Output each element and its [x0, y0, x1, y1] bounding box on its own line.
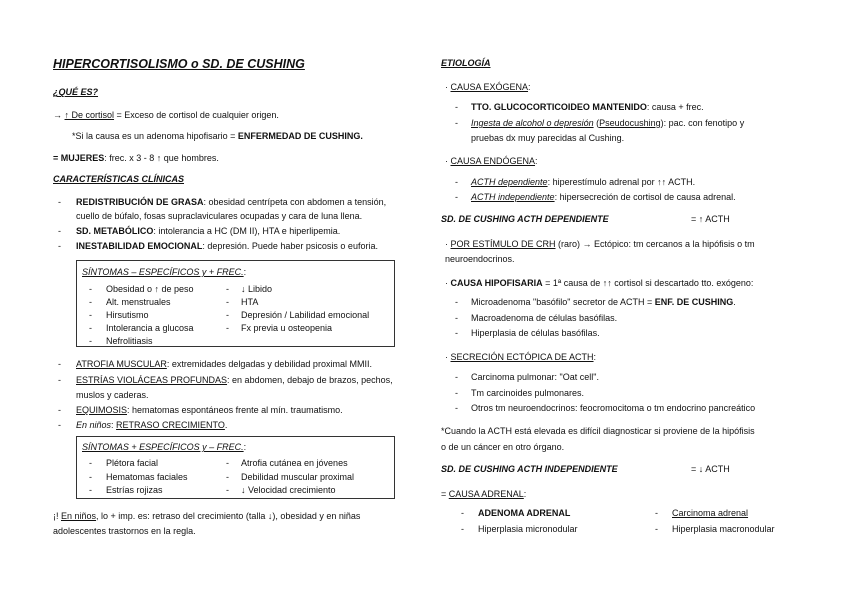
- adenoma-note-text: *Si la causa es un adenoma hipofisario =: [72, 131, 238, 141]
- crh-line: [445, 239, 755, 250]
- box1-item: ↓ Libido: [241, 284, 273, 294]
- sd-indep-heading: SD. DE CUSHING ACTH INDEPENDIENTE: [441, 464, 618, 474]
- box2-item: ↓ Velocidad crecimiento: [241, 485, 336, 495]
- box1-item: Nefrolitiasis: [106, 336, 153, 346]
- clinicas-heading: CARACTERÍSTICAS CLÍNICAS: [53, 174, 185, 184]
- footer-term: En niños: [61, 511, 97, 521]
- que-es-term: ↑ De cortisol: [64, 110, 115, 120]
- sintomas-frecuentes-box: [76, 260, 395, 347]
- dash: -: [226, 323, 229, 333]
- box1-item: Alt. menstruales: [106, 297, 171, 307]
- crh-term: POR ESTÍMULO DE CRH: [450, 239, 556, 249]
- dash: -: [226, 485, 229, 495]
- ectopica-item: Otros tm neuroendocrinos: feocromocitoma o tm endocrino pancreático: [471, 403, 756, 413]
- dash: -: [226, 284, 229, 294]
- ingesta-line: [471, 118, 744, 129]
- dash: -: [455, 328, 458, 338]
- arrow-icon: →: [53, 110, 65, 120]
- box1-item: Intolerancia a glucosa: [106, 323, 194, 333]
- dash: -: [461, 524, 464, 534]
- que-es-line: [53, 110, 279, 121]
- crh-line-2: neuroendocrinos.: [445, 254, 515, 264]
- mujeres-bold: = MUJERES: [53, 153, 105, 163]
- box1-title: SÍNTOMAS – ESPECÍFICOS y + FREC.: [82, 267, 244, 277]
- metabolico-bold: SD. METABÓLICO: [76, 226, 154, 236]
- dash: -: [455, 118, 458, 128]
- redistribucion-text: : obesidad centrípeta con abdomen a tensión,: [203, 197, 387, 207]
- ingesta-italic: Ingesta de alcohol o depresión: [471, 118, 594, 128]
- sd-dep-value: = ↑ ACTH: [691, 214, 730, 224]
- carcinoma-adrenal: Carcinoma adrenal: [672, 508, 749, 518]
- sd-indep-value: = ↓ ACTH: [691, 464, 730, 474]
- endogena-heading: CAUSA ENDÓGENA: [450, 156, 536, 166]
- acth-note-2: o de un cáncer en otro órgano.: [441, 442, 565, 452]
- inestabilidad-line: [76, 241, 378, 252]
- equimosis-term: EQUIMOSIS: [76, 405, 128, 415]
- bullet: ·: [445, 278, 451, 288]
- acth-indep-italic: ACTH independiente: [471, 192, 555, 202]
- footer-line-2: adolescentes trastornos en la regla.: [53, 526, 196, 536]
- sintomas-especificos-box: [76, 436, 395, 499]
- crh-text: (raro) → Ectópico: tm cercanos a la hipófisis o tm: [555, 239, 755, 249]
- estrias-line: [76, 375, 393, 386]
- dash: -: [58, 241, 61, 251]
- hipofisaria-bold: CAUSA HIPOFISARIA: [450, 278, 543, 288]
- ectopica-item: Tm carcinoides pulmonares.: [471, 388, 585, 398]
- dash: -: [455, 177, 458, 187]
- hipofisaria-item: Macroadenoma de células basófilas.: [471, 313, 618, 323]
- bullet: ·: [445, 82, 451, 92]
- acth-dep-line: [471, 177, 695, 188]
- tto-bold: TTO. GLUCOCORTICOIDEO MANTENIDO: [471, 102, 647, 112]
- box1-item: Obesidad o ↑ de peso: [106, 284, 194, 294]
- dash: -: [58, 226, 61, 236]
- bullet: ·: [445, 352, 451, 362]
- hiperplasia-macro: Hiperplasia macronodular: [672, 524, 775, 534]
- que-es-heading: ¿QUÉ ES?: [53, 87, 99, 97]
- page-title: HIPERCORTISOLISMO o SD. DE CUSHING: [53, 57, 305, 71]
- ectopica-heading-line: [445, 352, 596, 363]
- footer-line: [53, 511, 360, 522]
- redistribucion-line: [76, 197, 386, 208]
- endogena-heading-line: [445, 156, 538, 167]
- inestabilidad-bold: INESTABILIDAD EMOCIONAL: [76, 241, 203, 251]
- ninos-italic: En niños: [76, 420, 112, 430]
- sd-dep-heading: SD. DE CUSHING ACTH DEPENDIENTE: [441, 214, 609, 224]
- ingesta-term: Pseudocushing: [599, 118, 661, 128]
- ninos-end: .: [224, 420, 228, 430]
- dash: -: [226, 297, 229, 307]
- dash: -: [461, 508, 464, 518]
- exogena-heading-line: [445, 82, 531, 93]
- estrias-text: : en abdomen, debajo de brazos, pechos,: [227, 375, 393, 385]
- dash: -: [89, 458, 92, 468]
- adrenal-heading-line: [441, 489, 526, 500]
- metabolico-text: : intolerancia a HC (DM II), HTA e hiperlipemia.: [153, 226, 341, 236]
- hipofisaria-item: Hiperplasia de células basófilas.: [471, 328, 600, 338]
- dash: -: [226, 458, 229, 468]
- ectopica-item: Carcinoma pulmonar: "Oat cell".: [471, 372, 599, 382]
- dash: -: [58, 375, 61, 385]
- box1-item: HTA: [241, 297, 259, 307]
- enf-cushing-end: .: [733, 297, 736, 307]
- box2-item: Hematomas faciales: [106, 472, 188, 482]
- hipofisaria-text: = 1ª causa de ↑↑ cortisol si descartado tto. exógeno:: [542, 278, 754, 288]
- endogena-colon: :: [535, 156, 538, 166]
- box1-title-suffix: :: [243, 267, 247, 277]
- equimosis-text: : hematomas espontáneos frente al mín. traumatismo.: [127, 405, 343, 415]
- box2-item: Estrías rojizas: [106, 485, 163, 495]
- footer-prefix: ¡!: [53, 511, 61, 521]
- exogena-heading: CAUSA EXÓGENA: [450, 82, 529, 92]
- estrias-term: ESTRÍAS VIOLÁCEAS PROFUNDAS: [76, 375, 228, 385]
- ingesta-open: (: [593, 118, 600, 128]
- etiologia-heading: ETIOLOGÍA: [441, 58, 491, 68]
- box2-title-line: [82, 442, 246, 453]
- dash: -: [89, 336, 92, 346]
- ninos-term: RETRASO CRECIMIENTO: [116, 420, 225, 430]
- dash: -: [226, 472, 229, 482]
- ninos-sep: :: [111, 420, 117, 430]
- estrias-line-2: muslos y caderas.: [76, 390, 149, 400]
- que-es-text: = Exceso de cortisol de cualquier origen.: [114, 110, 279, 120]
- dash: -: [455, 403, 458, 413]
- dash: -: [455, 297, 458, 307]
- dash: -: [89, 323, 92, 333]
- metabolico-line: [76, 226, 340, 237]
- ectopica-heading: SECRECIÓN ECTÓPICA DE ACTH: [450, 352, 594, 362]
- acth-dep-italic: ACTH dependiente: [471, 177, 548, 187]
- hipofisaria-item-text: Microadenoma "basófilo" secretor de ACTH =: [471, 297, 655, 307]
- tto-line: [471, 102, 704, 113]
- box2-title-suffix: :: [243, 442, 247, 452]
- acth-note: *Cuando la ACTH está elevada es difícil diagnosticar si proviene de la hipófisis: [441, 426, 755, 436]
- atrofia-term: ATROFIA MUSCULAR: [76, 359, 167, 369]
- hipofisaria-line: [445, 278, 753, 289]
- adenoma-note-bold: ENFERMEDAD DE CUSHING.: [237, 131, 363, 141]
- dash: -: [455, 388, 458, 398]
- acth-dep-text: : hiperestímulo adrenal por ↑↑ ACTH.: [547, 177, 696, 187]
- bullet: ·: [445, 156, 451, 166]
- footer-text: , lo + imp. es: retraso del crecimiento (talla ↓), obesidad y en niñas: [96, 511, 361, 521]
- adenoma-adrenal: ADENOMA ADRENAL: [478, 508, 571, 518]
- dash: -: [58, 405, 61, 415]
- ninos-line: [76, 420, 227, 431]
- enf-cushing-bold: ENF. DE CUSHING: [654, 297, 734, 307]
- mujeres-line: [53, 153, 219, 164]
- ectopica-colon: :: [593, 352, 597, 362]
- dash: -: [455, 192, 458, 202]
- hiperplasia-micro: Hiperplasia micronodular: [478, 524, 578, 534]
- dash: -: [58, 359, 61, 369]
- dash: -: [226, 310, 229, 320]
- box1-item: Fx previa u osteopenia: [241, 323, 333, 333]
- box1-item: Depresión / Labilidad emocional: [241, 310, 370, 320]
- dash: -: [655, 508, 658, 518]
- adrenal-prefix: =: [441, 489, 449, 499]
- box2-title: SÍNTOMAS + ESPECÍFICOS y – FREC.: [82, 442, 244, 452]
- mujeres-text: : frec. x 3 - 8 ↑ que hombres.: [104, 153, 219, 163]
- dash: -: [89, 297, 92, 307]
- box2-item: Plétora facial: [106, 458, 159, 468]
- redistribucion-bold: REDISTRIBUCIÓN DE GRASA: [76, 197, 204, 207]
- redistribucion-line-2: cuello de búfalo, fosas supraclaviculares ocupadas y cara de luna llena.: [76, 211, 363, 221]
- box1-item: Hirsutismo: [106, 310, 149, 320]
- dash: -: [89, 310, 92, 320]
- ingesta-text: ): pac. con fenotipo y: [660, 118, 745, 128]
- box2-item: Debilidad muscular proximal: [241, 472, 355, 482]
- equimosis-line: [76, 405, 343, 416]
- dash: -: [58, 420, 61, 430]
- hipofisaria-item: [471, 297, 736, 308]
- dash: -: [455, 372, 458, 382]
- dash: -: [89, 284, 92, 294]
- adenoma-note: [72, 131, 363, 142]
- box2-item: Atrofia cutánea en jóvenes: [241, 458, 348, 468]
- dash: -: [89, 472, 92, 482]
- dash: -: [655, 524, 658, 534]
- dash: -: [58, 197, 61, 207]
- atrofia-line: [76, 359, 372, 370]
- box1-title-line: [82, 267, 246, 278]
- inestabilidad-text: : depresión. Puede haber psicosis o euforia.: [202, 241, 378, 251]
- ingesta-line-2: pruebas dx muy parecidas al Cushing.: [471, 133, 625, 143]
- acth-indep-line: [471, 192, 736, 203]
- tto-text: : causa + frec.: [646, 102, 704, 112]
- exogena-colon: :: [528, 82, 531, 92]
- atrofia-text: : extremidades delgadas y debilidad proximal MMII.: [166, 359, 372, 369]
- dash: -: [455, 313, 458, 323]
- acth-indep-text: : hipersecreción de cortisol de causa adrenal.: [554, 192, 736, 202]
- dash: -: [89, 485, 92, 495]
- bullet: ·: [445, 239, 451, 249]
- dash: -: [455, 102, 458, 112]
- adrenal-heading: CAUSA ADRENAL: [448, 489, 524, 499]
- adrenal-colon: :: [523, 489, 527, 499]
